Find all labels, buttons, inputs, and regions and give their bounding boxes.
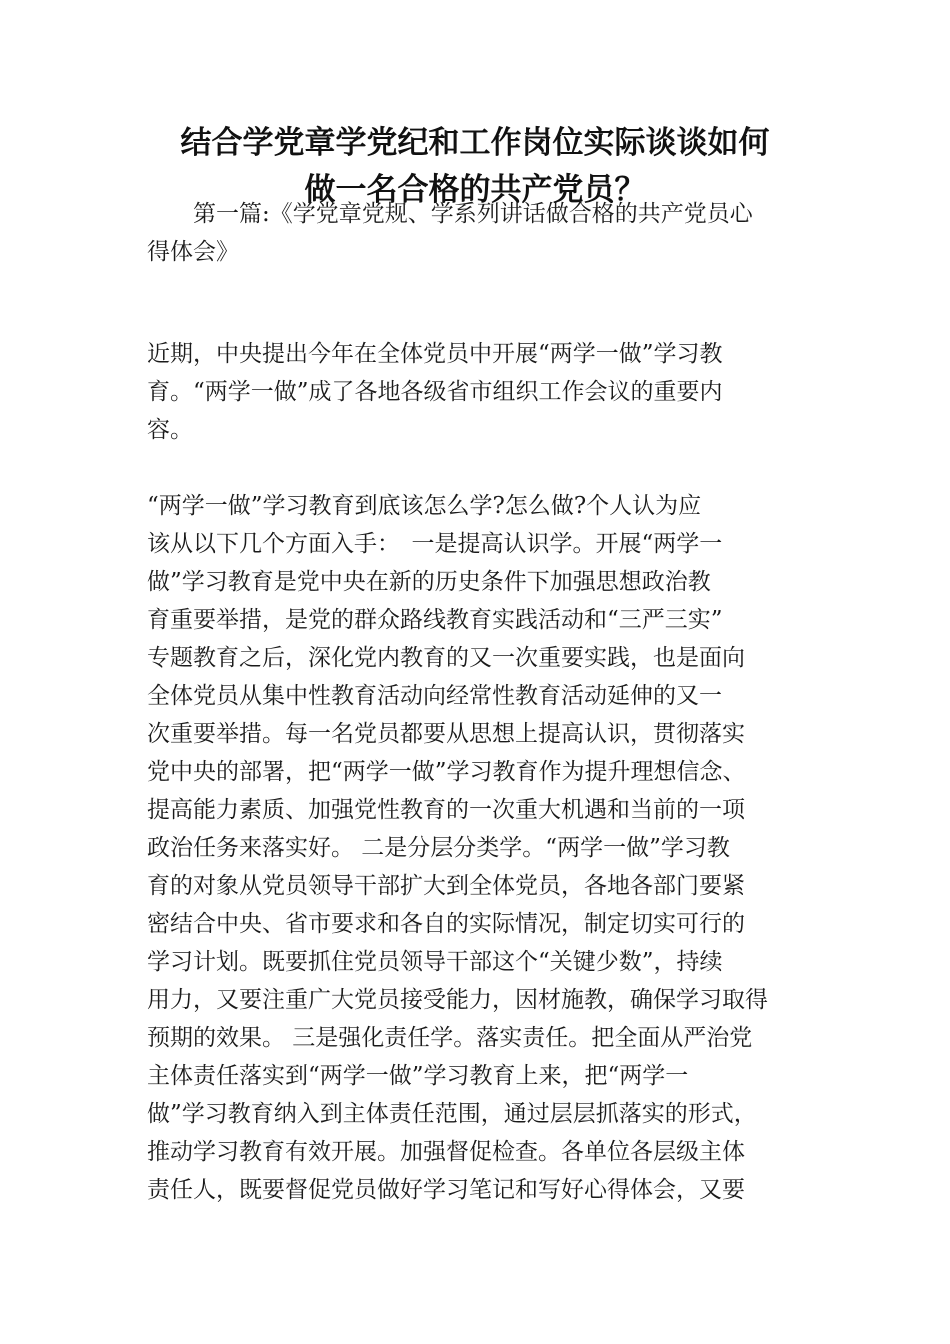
- paragraph-1: [147, 335, 847, 449]
- paragraph-line: 用力，又要注重广大党员接受能力，因材施教，确保学习取得: [147, 987, 768, 1013]
- subtitle-line: 得体会》: [147, 239, 239, 265]
- paragraph-line: 党中央的部署，把“两学一做”学习教育作为提升理想信念、: [147, 759, 746, 785]
- document-subtitle: [147, 195, 847, 271]
- paragraph-line: 做”学习教育是党中央在新的历史条件下加强思想政治教: [147, 569, 711, 595]
- paragraph-line: 容。: [147, 417, 193, 443]
- paragraph-line: 育重要举措，是党的群众路线教育实践活动和“三严三实”: [147, 607, 723, 633]
- paragraph-line: 责任人，既要督促党员做好学习笔记和写好心得体会，又要: [147, 1177, 745, 1203]
- paragraph-line: 育的对象从党员领导干部扩大到全体党员，各地各部门要紧: [147, 873, 745, 899]
- paragraph-line: 全体党员从集中性教育活动向经常性教育活动延伸的又一: [147, 683, 722, 709]
- paragraph-line: 密结合中央、省市要求和各自的实际情况，制定切实可行的: [147, 911, 745, 937]
- document-title-line-2: 做一名合格的共产党员？: [304, 172, 646, 208]
- paragraph-line: 学习计划。既要抓住党员领导干部这个“关键少数”，持续: [147, 949, 723, 975]
- paragraph-line: 政治任务来落实好。 二是分层分类学。“两学一做”学习教: [147, 835, 730, 861]
- subtitle-line: 第一篇:《学党章党规、学系列讲话做合格的共产党员心: [147, 201, 753, 227]
- paragraph-line: 次重要举措。每一名党员都要从思想上提高认识，贯彻落实: [147, 721, 745, 747]
- paragraph-line: 主体责任落实到“两学一做”学习教育上来，把“两学一: [147, 1063, 689, 1089]
- paragraph-line: 专题教育之后，深化党内教育的又一次重要实践，也是面向: [147, 645, 745, 671]
- document-title-line-1: 结合学党章学党纪和工作岗位实际谈谈如何: [180, 125, 770, 161]
- paragraph-line: 提高能力素质、加强党性教育的一次重大机遇和当前的一项: [147, 797, 745, 823]
- paragraph-2: [147, 487, 847, 1209]
- paragraph-line: 该从以下几个方面入手： 一是提高认识学。开展“两学一: [147, 531, 723, 557]
- paragraph-line: 近期，中央提出今年在全体党员中开展“两学一做”学习教: [147, 341, 723, 367]
- paragraph-line: 推动学习教育有效开展。加强督促检查。各单位各层级主体: [147, 1139, 745, 1165]
- paragraph-line: 预期的效果。 三是强化责任学。落实责任。把全面从严治党: [147, 1025, 753, 1051]
- paragraph-line: 做”学习教育纳入到主体责任范围，通过层层抓落实的形式，: [147, 1101, 757, 1127]
- paragraph-line: “两学一做”学习教育到底该怎么学?怎么做?个人认为应: [147, 493, 702, 519]
- paragraph-line: 育。“两学一做”成了各地各级省市组织工作会议的重要内: [147, 379, 723, 405]
